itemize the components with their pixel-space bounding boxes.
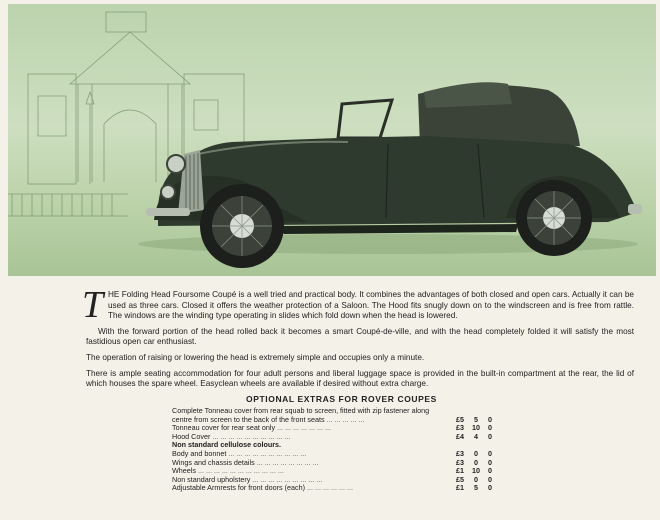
extras-price-list [172, 407, 492, 493]
car-illustration [8, 4, 656, 276]
leader-dots: ... ... ... ... ... ... ... ... ... ... [226, 449, 307, 458]
extras-item-label: Non standard cellulose colours. [172, 441, 282, 450]
extras-row [172, 484, 492, 493]
extras-item-label: Adjustable Armrests for front doors (each) ... ... ... ... ... ... [172, 484, 353, 493]
price-shillings: 10 [472, 423, 480, 433]
extras-item-label: centre from screen to the back of the front seats ... ... ... ... ... [172, 415, 365, 424]
paragraph-4: There is ample seating accommodation for four adult persons and liberal luggage space is provided in the built-in compartment at the rear, the lid of which houses the spare wheel. Easyclean wheels are available if desired without extra charge. [86, 368, 634, 389]
paragraph-1-text: HE Folding Head Foursome Coupé is a well tried and practical body. It combines the advantages of both closed and open cars. Actually it can be used as three cars. Closed it offers the weather protection of a Saloon. The Hood fits snugly down on to the windscreen and is free from rattle. The windows are the winding type operating in slides which fold down when the head is lowered. [108, 290, 634, 321]
price-pounds: £1 [456, 466, 464, 476]
extras-row [172, 416, 492, 425]
price-shillings: 0 [474, 448, 478, 458]
extras-item-label: Non standard upholstery ... ... ... ... ... ... ... ... ... [172, 475, 323, 484]
leader-dots: ... ... ... ... ... ... ... ... ... ... ... [195, 467, 284, 476]
price-shillings: 10 [472, 466, 480, 476]
paragraph-3: The operation of raising or lowering the head is extremely simple and occupies only a minute. [86, 352, 425, 362]
extras-row [172, 433, 492, 442]
extras-row [172, 450, 492, 459]
extras-item-label: Wings and chassis details ... ... ... ... ... ... ... ... [172, 458, 319, 467]
extras-item-label: Tonneau cover for rear seat only ... ... ... ... ... ... ... [172, 424, 331, 433]
price-shillings: 5 [474, 483, 478, 493]
rover-coupe-drawing [8, 4, 656, 276]
leader-dots: ... ... ... ... ... [324, 415, 365, 424]
extras-item-label: Body and bonnet ... ... ... ... ... ... ... ... ... ... [172, 449, 307, 458]
extras-item-label: Wheels ... ... ... ... ... ... ... ... ... ... ... [172, 467, 284, 476]
extras-row [172, 459, 492, 468]
description-text [82, 284, 634, 395]
paragraph-1 [82, 284, 634, 326]
price-pounds: £1 [456, 483, 464, 493]
price-shillings: 0 [474, 474, 478, 484]
price-pounds: £3 [456, 448, 464, 458]
extras-item-price [456, 433, 492, 442]
leader-dots: ... ... ... ... ... ... ... ... [254, 458, 319, 467]
price-pounds: £5 [456, 474, 464, 484]
price-pence: 0 [488, 457, 492, 467]
price-pence: 0 [488, 448, 492, 458]
leader-dots: ... ... ... ... ... ... ... ... ... [250, 475, 323, 484]
price-pence: 0 [488, 414, 492, 424]
extras-row [172, 476, 492, 485]
leader-dots: ... ... ... ... ... ... ... [275, 424, 331, 433]
price-shillings: 5 [474, 414, 478, 424]
extras-title: OPTIONAL EXTRAS FOR ROVER COUPES [246, 394, 437, 404]
front-wheel [200, 184, 284, 268]
leader-dots: ... ... ... ... ... ... [305, 484, 353, 493]
extras-row [172, 424, 492, 433]
price-pounds: £5 [456, 414, 464, 424]
rear-wheel [516, 180, 592, 256]
price-pence: 0 [488, 466, 492, 476]
leader-dots: ... ... ... ... ... ... ... ... ... ... [210, 432, 291, 441]
price-pence: 0 [488, 423, 492, 433]
dropcap-letter: T [82, 284, 104, 326]
extras-item-label: Complete Tonneau cover from rear squab to screen, fitted with zip fastener along [172, 407, 430, 415]
extras-item-price [456, 484, 492, 493]
price-shillings: 4 [474, 431, 478, 441]
price-pence: 0 [488, 483, 492, 493]
price-pounds: £3 [456, 457, 464, 467]
price-pence: 0 [488, 474, 492, 484]
extras-row [172, 467, 492, 476]
price-pounds: £4 [456, 431, 464, 441]
paragraph-2: With the forward portion of the head rolled back it becomes a smart Coupé-de-ville, and with the head completely folded it will satisfy the most fastidious open car enthusiast. [86, 326, 634, 347]
extras-row [172, 441, 492, 450]
price-pounds: £3 [456, 423, 464, 433]
extras-item-label: Hood Cover ... ... ... ... ... ... ... ... ... ... [172, 432, 291, 441]
price-pence: 0 [488, 431, 492, 441]
price-shillings: 0 [474, 457, 478, 467]
extras-row [172, 407, 492, 416]
